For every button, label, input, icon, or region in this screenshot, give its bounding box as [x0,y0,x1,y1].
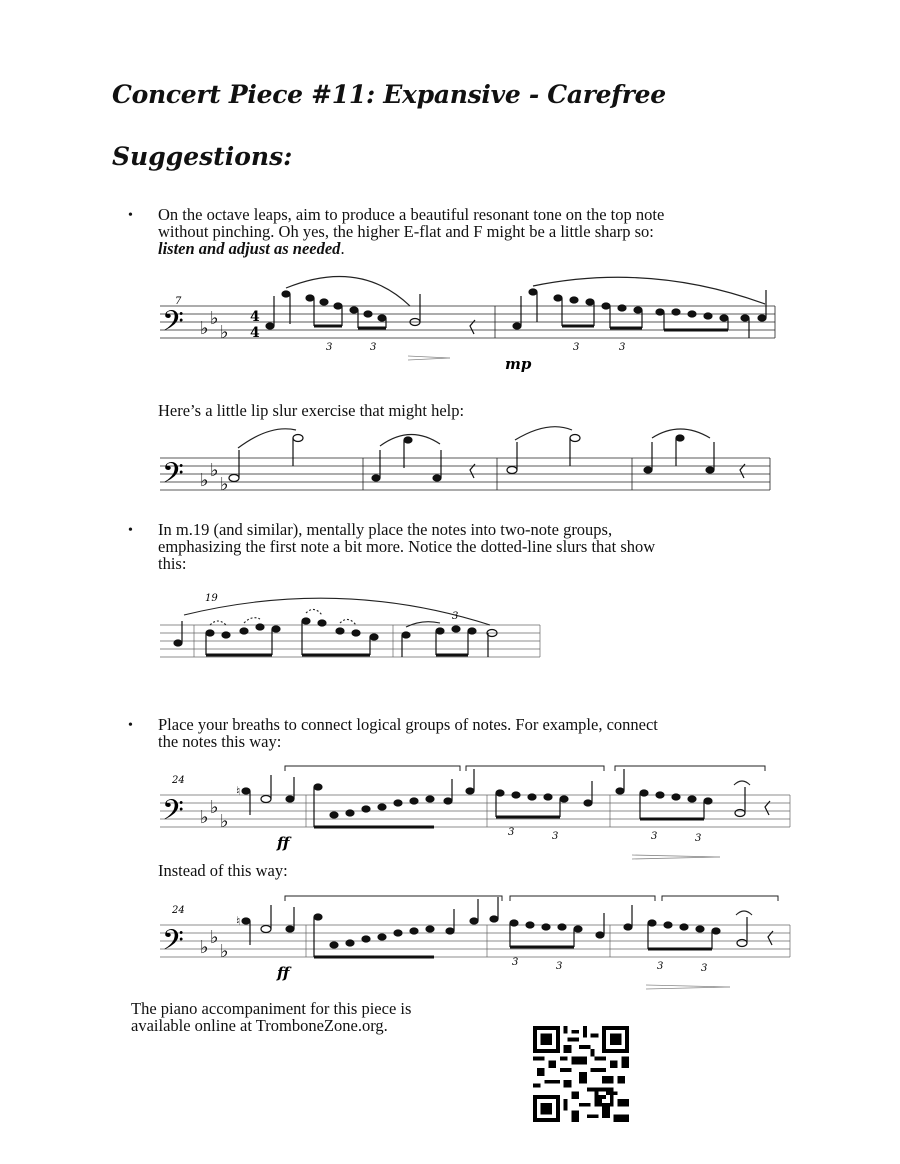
decrescendo-icon [646,985,730,989]
svg-text:♭: ♭ [200,937,209,958]
tuplet-label: 3 [695,833,702,844]
svg-text:♭: ♭ [200,470,209,491]
bass-clef-icon: 𝄢 [162,794,184,834]
svg-text:♭: ♭ [200,318,209,339]
tuplet-label: 3 [657,961,664,972]
bullet-1-text [158,206,664,257]
svg-text:♭: ♭ [220,811,229,832]
notes-group [174,618,497,657]
bullet-marker: • [128,523,133,538]
bullet-2-line1: In m.19 (and similar), mentally place the notes into two-note groups, [158,520,613,539]
lip-slur-intro: Here’s a little lip slur exercise that might help: [158,401,465,420]
tuplet-label: 3 [619,342,626,353]
time-signature-top: 4 [250,309,260,325]
slurs [184,598,490,627]
bullet-3-line2: the notes this way: [158,732,282,751]
notes-group [236,897,773,957]
tuplet-label: 3 [556,961,563,972]
music-example-5 [0,885,900,995]
notes-group [236,769,770,827]
slurs [286,276,765,306]
music-example-3 [0,585,900,670]
svg-text:♭: ♭ [210,460,219,481]
footer-text [131,1000,411,1034]
bullet-1-line2: without pinching. Oh yes, the higher E-flat and F might be a little sharp so: [158,222,654,241]
bullet-1-period: . [340,239,345,258]
svg-text:♭: ♭ [200,807,209,828]
tuplet-label: 3 [573,342,580,353]
qr-code-icon[interactable] [533,1026,629,1122]
tuplet-label: 3 [701,963,708,974]
tuplet-label: 3 [651,831,658,842]
bullet-3-line1: Place your breaths to connect logical groups of notes. For example, connect [158,715,658,734]
measure-number: 24 [172,775,185,786]
dynamic-marking: ff [277,964,290,982]
music-example-1 [0,270,900,380]
svg-text:♭: ♭ [220,474,229,495]
page-title: Concert Piece #11: Expansive - Carefree [112,80,666,109]
svg-text:♭: ♭ [210,927,219,948]
tuplet-label: 3 [512,957,519,968]
slurs [734,781,750,785]
music-example-4 [0,755,900,865]
slurs [736,911,752,915]
svg-text:♭: ♭ [210,797,219,818]
bullet-1-line1: On the octave leaps, aim to produce a beautiful resonant tone on the top note [158,205,665,224]
phrase-brackets [285,896,778,901]
bullet-1-emphasis: listen and adjust as needed [158,239,341,258]
svg-text:♭: ♭ [210,308,219,329]
measure-number: 19 [205,593,218,604]
dynamic-marking: ff [277,834,290,852]
bullet-2-line2: emphasizing the first note a bit more. Notice the dotted-line slurs that show [158,537,656,556]
measure-number: 24 [172,905,185,916]
tuplet-label: 3 [508,827,515,838]
decrescendo-icon [408,356,450,360]
footer-line1: The piano accompaniment for this piece is [131,999,412,1018]
section-heading: Suggestions: [112,142,293,171]
bullet-marker: • [128,208,133,223]
bullet-marker: • [128,718,133,733]
notes-group [266,289,766,338]
dynamic-marking: mp [505,355,532,373]
bullet-1-line3 [158,240,664,257]
bullet-2-line3: this: [158,554,187,573]
svg-text:♭: ♭ [220,322,229,343]
bullet-3-text [158,716,658,750]
bass-clef-icon [162,305,184,345]
music-example-2 [0,424,900,504]
svg-text:♭: ♭ [220,941,229,962]
footer-line2: available online at TromboneZone.org. [131,1016,388,1035]
svg-text:𝄢: 𝄢 [162,305,184,345]
bass-clef-icon: 𝄢 [162,457,184,497]
tuplet-label: 3 [552,831,559,842]
measure-number: 7 [175,296,182,307]
bullet-2-text [158,521,655,572]
svg-text:♮: ♮ [236,784,241,798]
decrescendo-icon [632,855,720,859]
time-signature-bottom: 4 [250,325,260,341]
svg-text:♮: ♮ [236,914,241,928]
tuplet-label: 3 [326,342,333,353]
slurs [238,427,710,448]
instead-label: Instead of this way: [158,861,288,880]
tuplet-label: 3 [452,611,459,622]
bass-clef-icon: 𝄢 [162,924,184,964]
tuplet-label: 3 [370,342,377,353]
phrase-brackets [285,766,765,771]
